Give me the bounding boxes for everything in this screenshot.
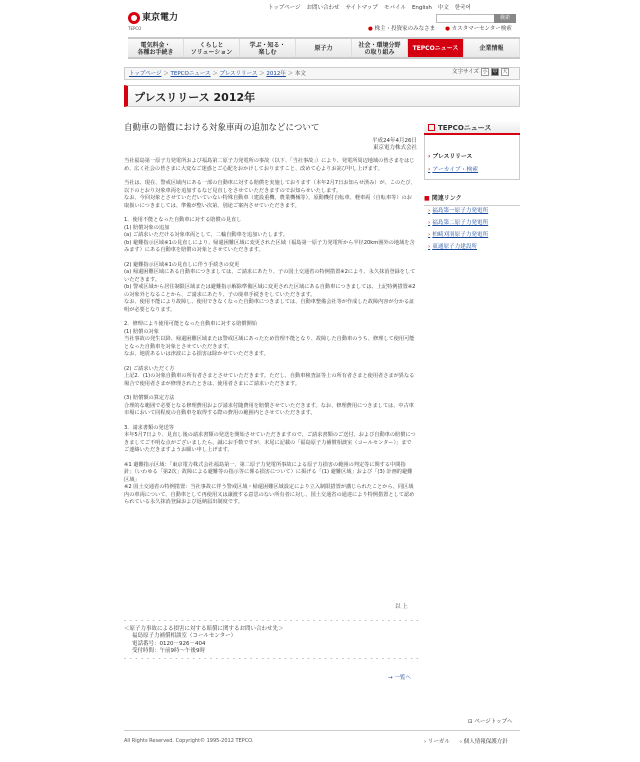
footer-link-privacy-label: 個人情報保護方針 [463,739,508,745]
contact-name: 福島原子力補償相談室（コールセンター） [132,633,237,639]
font-size-small[interactable]: 小 [482,69,488,76]
article-date-text: 平成24年4月26日 [372,138,417,144]
logo-sub: TEPCO [128,26,142,31]
related-link-kashiwazaki[interactable] [428,231,488,239]
divider: - - - - - - - - - - - - - - - - - - - - - - - - - - - - - - - - - - - - - - - - - - - - - - - - - - - - [124,618,420,624]
bullet-icon: ● [368,26,375,32]
article-paragraph: 当社は、現在、警戒区域内にある一部の自動車に対する賠償を実施しております（本年2月7日お知らせ済み）が、このたび、以下のとおり対象車両を追加するなど見直しをさせていただきますのでお知らせいたします。 なお、今回対象とさせていただいていない特殊自動車（建設重機、農業機械等）、原動機付自転車、軽車両（自転車等）のお取扱いにつきましては、準備が整い次第、別途ご案内させていただきます。 [124,180,416,209]
footer-link-legal[interactable]: › リーガル [424,739,450,745]
related-links-heading [424,194,520,206]
related-link-label: 東通原子力建設所 [432,244,478,250]
top-link-chinese[interactable]: 中文 [437,5,449,11]
breadcrumb-home[interactable]: トップページ [129,71,162,77]
back-to-list-label: 一覧へ [394,675,411,681]
article-end-mark: 以 上 [395,604,408,610]
footer-link-legal-label: リーガル [427,739,450,745]
contact-hours: 受付時間：午前9時～午後9時 [132,648,205,654]
related-link-fukushima-2[interactable] [428,219,488,227]
logo-name[interactable]: 東京電力 [142,13,179,23]
article-body [124,158,416,514]
related-link-higashidori[interactable] [428,243,477,251]
sidebar-item-archive-label: アーカイブ・検索 [432,167,479,173]
font-size-control [452,68,509,76]
article-title: 自動車の賠償における対象車両の追加などについて [124,123,320,133]
arrow-right-icon: › [428,244,431,250]
related-links-heading-label: 関連リンク [431,195,462,202]
page-title: プレスリリース 2012年 [124,85,520,107]
article-paragraph: 当社福島第一原子力発電所および福島第二原子力発電所の事故（以下、「当社事故」）により、発電所周辺地域の皆さまをはじめ、広く社会の皆さまに大変なご迷惑とご心配をおかけしておりますこと、改めて心よりお詫び申し上げます。 [124,158,415,172]
font-size-medium[interactable]: 中 [492,69,498,76]
sub-link-investors-label: 株主・投資家のみなさま [374,26,436,32]
top-link-korean[interactable]: 한국어 [454,5,471,11]
arrow-right-icon: › [428,220,431,226]
article-paragraph: (3) 賠償額の算定方法 合理的な範囲で必要となる修理費用および請求付随費用を賠償させていただきます。なお、修理費用につきましては、中古車市場において同程度の自動車を取得する際の費用の範囲内とさせていただきます。 [124,395,414,416]
gnav-learn[interactable]: 学ぶ・知る・ 楽しむ [240,39,296,57]
related-link-label: 福島第二原子力発電所 [432,220,489,226]
divider: - - - - - - - - - - - - - - - - - - - - - - - - - - - - - - - - - - - - - - - - - - - - - - - - - - - - [124,655,420,662]
contact-heading: ＜原子力事故による損害に対する賠償に関するお問い合わせ先＞ [124,625,284,632]
breadcrumb-news[interactable]: TEPCOニュース [170,71,211,77]
sub-links [368,25,512,33]
article-paragraph: (2) 避難指示区域※1の見直しに伴う手続きの変更 (a) 帰還困難区域にある自動車につきましては、ご請求にあたり、子の国土交通省の特例措置※2により、永久抹消登録をしていただきます。 (b) 警戒区域から居住制限区域または避難指示解除準備区域に変更された区域にある自動車につきましては、上記特例措置※2の対象外となることから、ご請求にあたり、子の廃車手続きをしていただきます。 なお、使用不能により故障し、使用できなくなった自動車につきましては、自動車整備会社等が作成した故障内容が分かる証明が必要となります。 [124,261,416,313]
sidebar-item-archive[interactable] [428,166,478,175]
arrow-right-icon: › [428,232,431,238]
arrow-right-icon: › [428,154,431,160]
top-link-home[interactable]: トップページ [268,5,301,11]
sidebar-item-press[interactable] [428,153,472,162]
top-link-english[interactable]: English [411,5,432,11]
bullet-icon: ● [445,26,452,32]
footer-links [424,738,508,746]
font-size-large[interactable]: 大 [502,69,508,76]
square-bullet-icon: ■ [424,195,432,202]
article-paragraph: (2) ご請求いただく方 上記2．(1)の対象自動車の所有者さまとさせていただきます。ただし、自動車検査証等上の所有者さまと使用者さまが異なる場合で使用者さまが修理されたときは、使用者さまにご請求いただきます。 [124,365,415,387]
font-size-label: 文字サイズ [452,69,480,75]
page-top-label: ページトップへ [474,719,513,725]
related-link-label: 柏崎刈羽原子力発電所 [432,232,489,238]
footer-link-privacy[interactable]: › 個人情報保護方針 [459,739,508,745]
sub-link-investors[interactable] [368,25,435,33]
related-link-label: 福島第一原子力発電所 [432,208,489,214]
top-links [268,4,471,12]
top-link-mobile[interactable]: モバイル [383,5,406,11]
article-paragraph: 1．使用不能となった自動車に対する賠償の見直し (1) 賠償対象の追加 (a) ご請求いただける対象車両として、二輪自動車を追加いたします。 (b) 避難指示区域※1の見直しにより、帰還困難区域に変更された区域（福島第一原子力発電所から半径20km圏外の地域を含みます）にある自動車を賠償の対象とさせていただきます。 [124,217,415,253]
article-date [362,138,417,152]
breadcrumb: トップページ ＞ TEPCOニュース ＞ プレスリリース ＞ 2012年 ＞ 本文 [124,67,520,80]
breadcrumb-current: 本文 [294,71,306,77]
sidebar-heading [424,120,520,135]
article-company: 東京電力株式会社 [372,145,417,151]
related-link-fukushima-1[interactable] [428,207,488,215]
square-icon [428,124,435,131]
tepco-logo-icon[interactable] [128,12,140,24]
copyright: All Rights Reserved. Copyright© 1995-2012 TEPCO. [124,738,254,744]
arrow-right-icon: › [428,167,431,173]
contact-phone: 電話番号：0120－926－404 [132,640,206,647]
sub-link-customer-center[interactable] [445,25,512,33]
sidebar-item-press-label: プレスリリース [432,154,473,160]
footer-divider [124,730,520,731]
gnav-corporate[interactable]: 企業情報 [464,39,520,57]
article-paragraph: 2．修理により使用可能となった自動車に対する賠償開始 (1) 賠償の対象 当社事故の発生以降、帰還困難区域または警戒区域にあったため管理不能となり、故障した自動車のうち、修理して使用可能となった自動車を対象とさせていただきます。 なお、地震あるいは津波による損害は除かせていただきます。 [124,321,415,357]
gnav-rates[interactable]: 電気料金・ 各種お手続き [128,39,184,57]
gnav-solutions[interactable]: くらしと ソリューション [184,39,240,57]
top-link-contact[interactable]: お問い合わせ [306,5,340,11]
sidebar-heading-label: TEPCOニュース [438,124,492,132]
breadcrumb-year[interactable]: 2012年 [266,71,286,77]
top-link-sitemap[interactable]: サイトマップ [345,5,378,11]
gnav-tepco-news[interactable]: TEPCOニュース [408,39,464,57]
breadcrumb-press[interactable]: プレスリリース [219,71,258,77]
article-paragraph: 3．請求書類の発送等 本年5月7日より、見直し後の請求書類の発送を開始させていただきますので、ご請求書類のご送付、および自動車の賠償につきましてご不明な点がございましたら、誠にお手数ですが、末尾に記載の「福島原子力補償相談室（コールセンター）」までご連絡いただきますようお願い申し上げます。 [124,424,416,453]
page-top-link[interactable] [468,718,512,726]
arrow-up-icon: ⊡ [468,719,475,725]
arrow-right-icon: → [388,675,395,681]
sub-link-customer-center-label: カスタマーセンター検索 [451,26,512,32]
global-nav [128,37,520,59]
back-to-list-link[interactable] [388,674,411,682]
arrow-right-icon: › [428,208,431,214]
contact-box [124,618,420,663]
search-button[interactable]: 検索 [494,14,516,23]
gnav-environment[interactable]: 社会・環境分野 の取り組み [352,39,408,57]
gnav-nuclear[interactable]: 原子力 [296,39,352,57]
article-footnotes: ※1 避難指示区域：「東京電力株式会社福島第一、第二原子力発電所事故による原子力損害の範囲の判定等に関する中間指針」（いわゆる「第2次」故障による避難等の指示等に係る損害について）に掲げる「(1) 避難区域」および「(3) 計画的避難区域」 ※2 国土交通省の特例措置：当社事故に伴う警戒区域・帰還困難区域設定により立入制限措置が講じられたことから、同区域内の車両について、自動車として再使用又は譲渡する意思のない所有者に対し、国土交通省の通達により特例措置として認められている永久抹消登録および返納届出制度です。 [124,461,415,505]
